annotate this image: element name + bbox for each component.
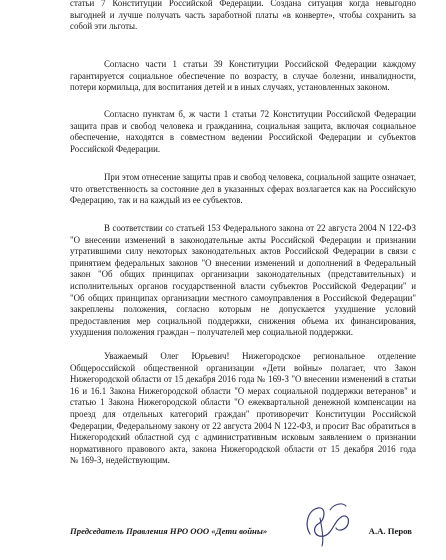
- text-line: выгодней и лучше получать часть заработной платы «в конверте», чтобы сохранить за: [70, 9, 416, 20]
- text-line: 16 и 16.1 Закона Нижегородской области "О мерах социальной поддержки ветеранов" и: [70, 385, 416, 396]
- text-line: утратившими силу некоторых законодательных актов Российской Федерации в связи с: [70, 246, 416, 257]
- text-line: "Об общих принципах организации местного самоуправления в Российской Федерации": [70, 292, 416, 303]
- paragraph-5: [70, 223, 416, 339]
- text-line: ухудшения положения граждан – получателей мер социальной поддержки.: [70, 327, 353, 338]
- text-line: закреплены положения, согласно которым не допускается ухудшение условий: [70, 304, 416, 315]
- text-line: статьи 7 Конституции Российской Федерации. Создана ситуация когда невыгодно: [70, 0, 416, 8]
- text-line: № 169-З, недействующим.: [70, 455, 170, 466]
- paragraph-4: [70, 172, 416, 207]
- text-line: "О внесении изменений в законодательные акты Российской Федерации и признании: [70, 234, 416, 245]
- text-line: что ответственность за состояние дел в указанных сферах возлагается как на Российскую: [70, 183, 416, 194]
- text-line: При этом отнесение защиты прав и свобод человека, социальной защите означает,: [104, 172, 416, 182]
- text-line: гарантируется социальное обеспечение по возрасту, в случае болезни, инвалидности,: [70, 70, 416, 81]
- text-line: Согласно пунктам б, ж части 1 статьи 72 Конституции Российской Федерации: [104, 109, 416, 119]
- text-line: принятием федеральных законов "О внесении изменений и дополнений в Федеральный: [70, 257, 416, 268]
- paragraph-1: [70, 0, 416, 33]
- text-line: Уважаемый Олег Юрьевич! Нижегородское региональное отделение: [104, 351, 416, 361]
- text-line: Федерацию, так и на каждый из ее субъектов.: [70, 195, 243, 206]
- signature-block: [70, 526, 416, 540]
- text-line: защита прав и свобод человека и гражданина, социальная защита, включая социальное: [70, 120, 416, 131]
- text-line: Федерации, Федеральному закону от 22 августа 2004 N 122-ФЗ, и просит Вас обратиться в: [70, 420, 416, 431]
- text-line: исполнительных органов государственной власти субъектов Российской Федерации" и: [70, 280, 416, 291]
- text-line: Нижегородский областной суд с административным исковым заявлением о признании: [70, 432, 416, 443]
- paragraph-6: [70, 351, 416, 467]
- text-line: предоставления мер социальной поддержки, снижения объема их финансирования,: [70, 315, 416, 326]
- text-line: проезд для отдельных категорий граждан" противоречит Конституции Российской: [70, 408, 416, 419]
- text-line: закон "Об общих принципах организации законодательных (представительных) и: [70, 269, 416, 280]
- text-line: потери кормильца, для воспитания детей и в иных случаях, установленных законом.: [70, 82, 390, 93]
- signatory-name: А.А. Перов: [368, 526, 412, 536]
- text-line: нормативного правового акта, закона Нижегородской области от 15 декабря 2016 года: [70, 443, 416, 454]
- paragraph-3: [70, 109, 416, 155]
- text-line: Российской Федерации.: [70, 143, 161, 154]
- paragraph-2: [70, 59, 416, 94]
- handwritten-signature-icon: [300, 498, 358, 548]
- text-line: В соответствии со статьей 153 Федерального закона от 22 августа 2004 N 122-ФЗ: [104, 223, 416, 233]
- text-line: собой эти льготы.: [70, 21, 138, 32]
- text-line: обеспечение, находятся в совместном ведении Российской Федерации и субъектов: [70, 132, 416, 143]
- text-line: Согласно части 1 статьи 39 Конституции Российской Федерации каждому: [104, 59, 416, 69]
- signatory-title: Председатель Правления НРО ООО «Дети войны»: [70, 526, 268, 536]
- text-line: Нижегородской области от 15 декабря 2016 года № 169-З "О внесении изменений в статьи: [70, 374, 416, 385]
- text-line: статью 1 Закона Нижегородской области "О ежеквартальной денежной компенсации на: [70, 397, 416, 408]
- text-line: Общероссийской общественной организации «Дети войны» полагает, что Закон: [70, 362, 416, 373]
